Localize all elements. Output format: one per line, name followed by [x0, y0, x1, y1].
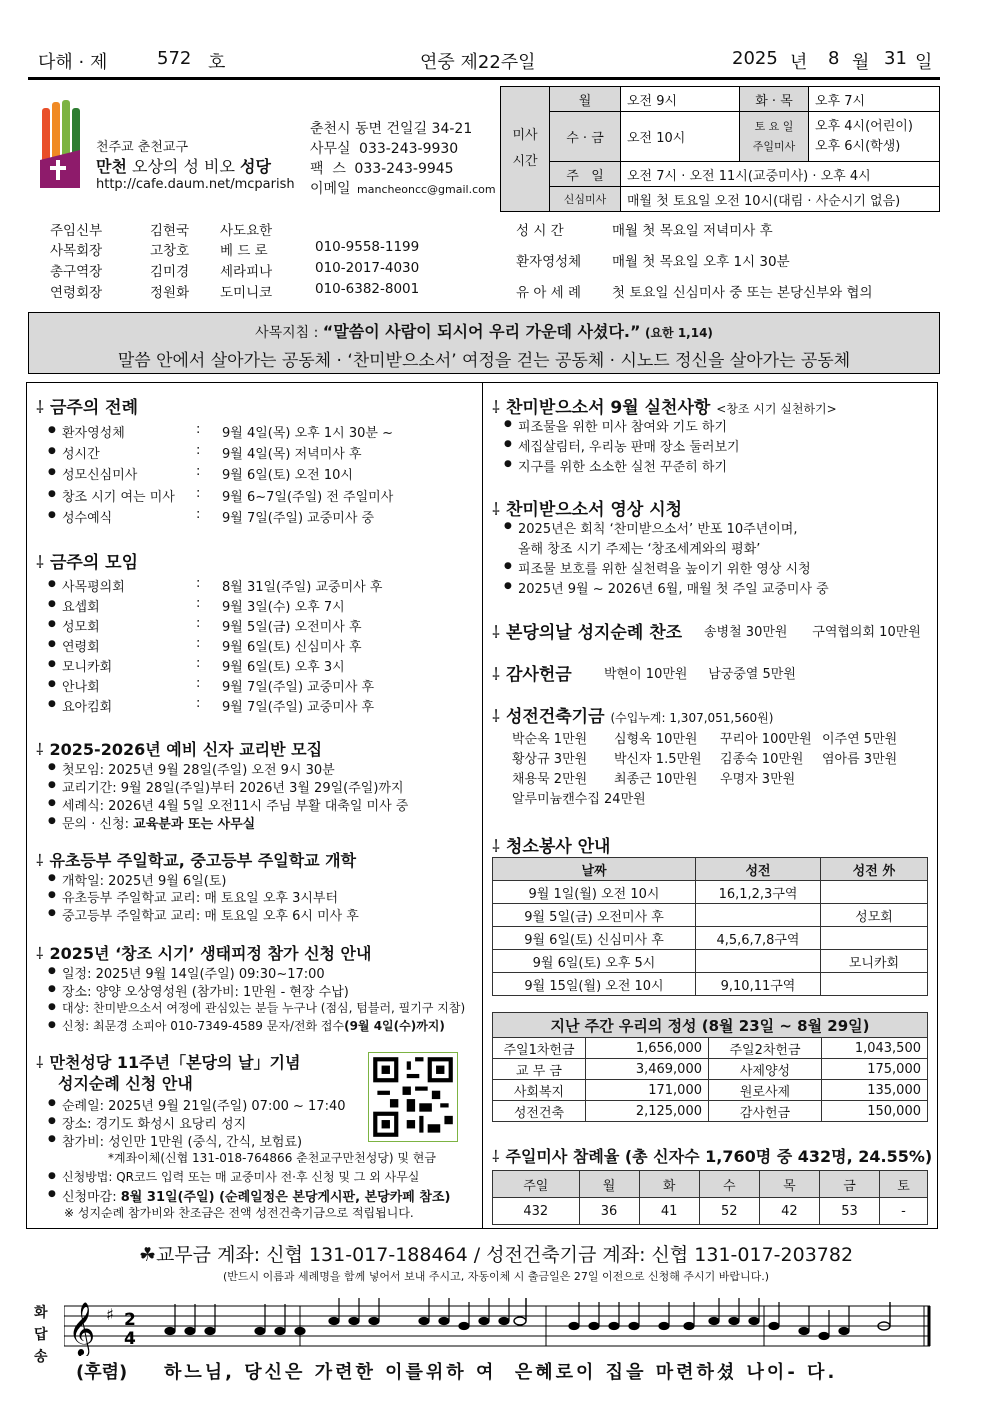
liturgy-colon-2: : — [196, 464, 201, 479]
building-donor: 최종근 10만원 — [614, 772, 698, 787]
svg-text:𝄞: 𝄞 — [68, 1301, 96, 1355]
attendance-head: 화 — [639, 1171, 699, 1198]
staff-name-0: 김현국 — [150, 223, 190, 239]
building-donor: 우명자 3만원 — [720, 772, 796, 787]
parish-name-a: 만천 — [96, 157, 127, 176]
pilgrim-account: *계좌이체(신협 131-018-764866 춘천교구만천성당) 및 현금 — [108, 1151, 436, 1165]
cross-bullet-icon: ⸸ — [36, 944, 44, 963]
offering-amount: 2,125,000 — [586, 1101, 709, 1122]
liturgy-heading — [36, 393, 138, 418]
sacrament-value-0: 매월 첫 목요일 저녁미사 후 — [612, 223, 773, 239]
staff-name-2: 김미경 — [150, 264, 190, 280]
cross-bullet-icon: ⸸ — [36, 851, 44, 870]
table-row — [493, 927, 928, 950]
column-divider — [482, 382, 483, 1229]
pilgrim-support-donors: 송병철 30만원 구역협의회 10만원 — [704, 625, 921, 640]
cross-bullet-icon: ⸸ — [492, 623, 500, 643]
pilgrim-apply: ● 신청방법: QR코드 입력 또는 매 교중미사 전·후 신청 및 그 외 사무실 — [62, 1168, 419, 1185]
staff-phone-1: 010-9558-1199 — [315, 239, 420, 255]
thanks-donors: 박현이 10만원 남궁중열 5만원 — [604, 667, 796, 682]
issue-suffix: 호 — [208, 52, 226, 73]
cleaning-cell: 성모회 — [821, 904, 928, 927]
liturgy-name-1: ● 성시간 — [62, 443, 100, 462]
meeting-name-4: ● 모니카회 — [62, 656, 112, 675]
meeting-name-5: ● 안나회 — [62, 676, 100, 695]
staff-phone-3: 010-6382-8001 — [315, 281, 420, 297]
psalm-refrain: (후렴) — [76, 1362, 128, 1383]
liturgy-colon-1: : — [196, 443, 201, 458]
offering-label: 성전건축 — [493, 1101, 586, 1122]
staff-role-3: 연령회장 — [50, 285, 103, 301]
laudato-title: 찬미받으소서 9월 실천사항 — [505, 398, 711, 418]
psalm-label-1: 화 — [34, 1305, 48, 1321]
video-item-1: ● 피조물 보호를 위한 실천력을 높이기 위한 영상 시청 — [518, 558, 811, 577]
thanks-heading — [492, 660, 572, 685]
staff-phone-2: 010-2017-4030 — [315, 260, 420, 276]
offering-label: 감사헌금 — [709, 1101, 822, 1122]
attendance-table — [492, 1170, 928, 1225]
cross-bullet-icon: ⸸ — [492, 837, 500, 857]
pilgrim-deadline-label: 신청마감: — [62, 1190, 117, 1205]
mass-r1-time2: 오후 7시 — [809, 87, 940, 112]
banner-motto: 말씀 안에서 살아가는 공동체 · ‘찬미받으소서’ 여정을 걷는 공동체 · 시노드 정신을 살아가는 공동체 — [117, 351, 851, 371]
email-address[interactable]: mancheoncc@gmail.com — [357, 183, 496, 196]
pilgrim-support-title: 본당의날 성지순례 찬조 — [505, 623, 683, 643]
psalm-staff — [64, 1296, 934, 1356]
table-row — [493, 1198, 928, 1225]
liturgy-value-4: 9월 7일(주일) 교중미사 중 — [222, 511, 375, 526]
meeting-value-3: 9월 6일(토) 신심미사 후 — [222, 640, 362, 655]
building-donor: 이주연 5만원 — [822, 732, 898, 747]
email-row — [310, 178, 496, 198]
attendance-head: 수 — [699, 1171, 759, 1198]
offering-amount: 150,000 — [822, 1101, 928, 1122]
attendance-heading — [492, 1144, 932, 1167]
catechumen-item-3 — [62, 813, 255, 832]
banner-quote: “말씀이 사람이 되시어 우리 가운데 사셨다.” — [322, 322, 641, 341]
cleaning-cell: 9월 1일(월) 오전 10시 — [493, 881, 696, 904]
cleaning-head-date: 날짜 — [493, 858, 696, 881]
school-item-2: ● 중고등부 주일학교 교리: 매 토요일 오후 6시 미사 후 — [62, 905, 359, 924]
cleaning-head-church: 성전 — [696, 858, 821, 881]
mass-r2-time2a: 오후 4시(어린이) — [815, 118, 913, 134]
attendance-head: 월 — [579, 1171, 639, 1198]
eco-item-3 — [62, 1017, 445, 1034]
mass-r2-time2b: 오후 6시(학생) — [815, 138, 901, 154]
meeting-value-5: 9월 7일(주일) 교중미사 후 — [222, 680, 375, 695]
eco-contact: 신청: 최문경 소피아 010-7349-4589 문자/전화 접수 — [62, 1019, 345, 1033]
cleaning-cell: 16,1,2,3구역 — [696, 881, 821, 904]
cleaning-table — [492, 857, 928, 996]
table-row — [493, 1080, 928, 1101]
meeting-value-2: 9월 5일(금) 오전미사 후 — [222, 620, 362, 635]
mass-r2-time1: 오전 10시 — [621, 112, 740, 162]
offering-table — [492, 1012, 928, 1122]
laudato-heading — [492, 393, 837, 418]
pilgrim-title-1: 만천성당 11주년「본당의 날」기념 — [49, 1053, 301, 1072]
cross-bullet-icon: ⸸ — [36, 740, 44, 759]
cross-bullet-icon: ⸸ — [36, 1053, 44, 1072]
svg-text:2: 2 — [124, 1310, 136, 1330]
staff-baptismal-0: 사도요한 — [220, 223, 273, 239]
meeting-name-3: ● 연령회 — [62, 636, 100, 655]
laudato-subtitle: <창조 시기 실천하기> — [716, 402, 837, 416]
table-row — [493, 1059, 928, 1080]
cross-bullet-icon: ⸸ — [492, 1147, 500, 1166]
mass-r4-day: 신심미사 — [550, 187, 621, 212]
cleaning-cell: 9월 15일(월) 오전 10시 — [493, 973, 696, 996]
eco-title: 2025년 ‘창조 시기’ 생태피정 참가 신청 안내 — [49, 944, 372, 963]
offering-amount: 3,469,000 — [586, 1059, 709, 1080]
offering-amount: 1,043,500 — [822, 1038, 928, 1059]
cleaning-cell — [821, 973, 928, 996]
sacrament-label-0: 성 시 간 — [516, 223, 564, 239]
building-donor: 채용묵 2만원 — [512, 772, 588, 787]
cross-bullet-icon: ⸸ — [36, 553, 44, 573]
pilgrim-item-2: ● 참가비: 성인만 1만원 (중식, 간식, 보험료) — [62, 1131, 302, 1150]
liturgy-value-3: 9월 6~7일(주일) 전 주일미사 — [222, 490, 394, 505]
mass-side-label-1: 미사 — [512, 128, 538, 143]
offering-amount: 135,000 — [822, 1080, 928, 1101]
fax-row — [310, 158, 454, 178]
building-donor: 심형옥 10만원 — [614, 732, 698, 747]
video-item-2: ● 2025년 9월 ~ 2026년 6월, 매월 첫 주일 교중미사 중 — [518, 578, 829, 597]
date-day-unit: 일 — [915, 52, 933, 73]
staff-name-3: 정원화 — [150, 285, 190, 301]
parish-name-c: 성당 — [240, 157, 271, 176]
cleaning-cell: 9월 5일(금) 오전미사 후 — [493, 904, 696, 927]
meeting-name-2: ● 성모회 — [62, 616, 100, 635]
cleaning-cell: 9월 6일(토) 오후 5시 — [493, 950, 696, 973]
meeting-value-0: 8월 31일(주일) 교중미사 후 — [222, 580, 383, 595]
staff-role-0: 주임신부 — [50, 223, 103, 239]
liturgy-name-3: ● 창조 시기 여는 미사 — [62, 486, 175, 505]
table-row — [493, 1038, 928, 1059]
liturgy-value-0: 9월 4일(목) 오후 1시 30분 ~ — [222, 426, 393, 441]
cross-bullet-icon: ⸸ — [36, 398, 44, 418]
liturgy-colon-4: : — [196, 507, 201, 522]
pilgrim-title-2: 성지순례 신청 안내 — [58, 1074, 193, 1093]
cleaning-cell — [821, 881, 928, 904]
mass-r1-day1: 월 — [550, 87, 621, 112]
catechumen-item-0: ● 첫모임: 2025년 9월 28일(주일) 오전 9시 30분 — [62, 759, 335, 778]
date-month: 8 — [828, 48, 840, 69]
qr-code-icon[interactable] — [368, 1052, 458, 1142]
pilgrim-note: ※ 성지순례 참가비와 찬조금은 전액 성전건축기금으로 적립됩니다. — [64, 1206, 414, 1220]
meeting-name-1: ● 요셉회 — [62, 596, 100, 615]
mass-r4-time: 매월 첫 토요일 오전 10시(대림 · 사순시기 없음) — [621, 187, 940, 212]
mass-r2-day2b: 주일미사 — [752, 139, 796, 153]
school-title: 유초등부 주일학교, 중고등부 주일학교 개학 — [49, 851, 357, 870]
liturgy-colon-3: : — [196, 486, 201, 501]
cross-bullet-icon: ⸸ — [492, 707, 500, 727]
issue-prefix: 다해 · 제 — [38, 52, 108, 73]
mass-times-table — [500, 86, 940, 212]
building-donor: 김종숙 10만원 — [720, 752, 804, 767]
attendance-head: 주일 — [493, 1171, 580, 1198]
parish-address: 춘천시 동면 건일길 34-21 — [310, 121, 473, 137]
liturgy-name-0: ● 환자영성체 — [62, 422, 125, 441]
meeting-name-0: ● 사목평의회 — [62, 576, 125, 595]
thanks-title: 감사헌금 — [505, 665, 572, 685]
building-donor: 염아름 3만원 — [822, 752, 898, 767]
attendance-value: - — [880, 1198, 928, 1225]
video-item-0a: ● 2025년은 회칙 ‘찬미받으소서’ 반포 10주년이며, — [518, 518, 797, 537]
offering-label: 주일1차헌금 — [493, 1038, 586, 1059]
diocese-name: 천주교 춘천교구 — [96, 140, 189, 155]
catechumen-item-2: ● 세례식: 2026년 4월 5일 오전11시 주님 부활 대축일 미사 중 — [62, 795, 408, 814]
eco-heading — [36, 941, 371, 964]
parish-cafe-link[interactable]: http://cafe.daum.net/mcparish — [96, 177, 295, 192]
attendance-title: 주일미사 참례율 (총 신자수 1,760명 중 432명, 24.55%) — [505, 1147, 933, 1166]
cleaning-cell — [821, 927, 928, 950]
mass-r3-time: 오전 7시 · 오전 11시(교중미사) · 오후 4시 — [621, 162, 940, 187]
building-total: (수입누계: 1,307,051,560원) — [610, 711, 774, 725]
meeting-colon-3: : — [196, 636, 201, 651]
liturgy-name-2: ● 성모신심미사 — [62, 464, 137, 483]
mass-side-label-2: 시간 — [512, 154, 538, 169]
eco-item-2: ● 대상: 찬미받으소서 여정에 관심있는 분들 누구나 (점심, 텀블러, 필기구 지참) — [62, 999, 465, 1016]
staff-name-1: 고창호 — [150, 243, 190, 259]
parish-name-b: 오상의 성 비오 — [132, 157, 235, 176]
sacrament-label-1: 환자영성체 — [516, 254, 582, 270]
liturgy-title: 금주의 전례 — [49, 398, 139, 418]
meetings-heading — [36, 548, 138, 573]
mass-r3-day: 주 일 — [550, 162, 621, 187]
pastoral-banner — [28, 312, 940, 374]
sacrament-value-2: 첫 토요일 신심미사 중 또는 본당신부와 협의 — [612, 285, 873, 301]
pilgrim-heading — [36, 1052, 300, 1094]
staff-role-2: 총구역장 — [50, 264, 103, 280]
cleaning-heading — [492, 832, 610, 857]
offering-amount: 171,000 — [586, 1080, 709, 1101]
offering-label: 원로사제 — [709, 1080, 822, 1101]
eco-deadline: (9월 4일(수)까지) — [344, 1019, 445, 1033]
office-phone-row — [310, 138, 458, 158]
meeting-colon-1: : — [196, 596, 201, 611]
liturgy-value-2: 9월 6일(토) 오전 10시 — [222, 468, 353, 483]
catechumen-contact-label: 문의 · 신청: — [62, 817, 130, 832]
staff-baptismal-2: 세라피나 — [220, 264, 273, 280]
building-donor: 황상규 3만원 — [512, 752, 588, 767]
cross-bullet-icon: ⸸ — [492, 665, 500, 685]
offering-amount: 1,656,000 — [586, 1038, 709, 1059]
liturgy-name-4: ● 성수예식 — [62, 507, 112, 526]
mass-r1-day2: 화 · 목 — [740, 87, 809, 112]
pilgrim-support-heading — [492, 618, 682, 643]
cross-bullet-icon: ⸸ — [492, 398, 500, 418]
building-donor: 알루미늄캔수집 24만원 — [512, 792, 646, 807]
meeting-colon-5: : — [196, 676, 201, 691]
cleaning-cell: 9월 6일(토) 신심미사 후 — [493, 927, 696, 950]
building-donor: 꾸리아 100만원 — [720, 732, 812, 747]
bank-note: (반드시 이름과 세례명을 함께 넣어서 보내 주시고, 자동이체 시 출금일은 27일 이전으로 신청해 주시기 바랍니다.) — [222, 1270, 770, 1283]
banner-label: 사목지침 : — [255, 325, 319, 341]
catechumen-title: 2025-2026년 예비 신자 교리반 모집 — [49, 740, 323, 759]
bank-accounts: ☘교무금 계좌: 신협 131-017-188464 / 성전건축기금 계좌: 신협 131-017-203782 — [138, 1244, 854, 1266]
meeting-colon-2: : — [196, 616, 201, 631]
table-row — [493, 950, 928, 973]
offering-label: 사제양성 — [709, 1059, 822, 1080]
attendance-head: 금 — [819, 1171, 879, 1198]
parish-name — [96, 154, 271, 177]
cleaning-head-outside: 성전 外 — [821, 858, 928, 881]
attendance-value: 41 — [639, 1198, 699, 1225]
psalm-label-3: 송 — [34, 1349, 48, 1365]
school-item-1: ● 유초등부 주일학교 교리: 매 토요일 오후 3시부터 — [62, 887, 338, 906]
header-rule — [28, 77, 940, 80]
laudato-item-0: ● 피조물을 위한 미사 참여와 기도 하기 — [518, 416, 727, 435]
video-item-0b: 올해 창조 시기 주제는 ‘창조세계와의 평화’ — [518, 542, 761, 557]
staff-baptismal-3: 도미니코 — [220, 285, 273, 301]
table-row — [493, 973, 928, 996]
banner-quote-row — [29, 319, 939, 342]
psalm-label — [34, 1302, 48, 1368]
school-item-0: ● 개학일: 2025년 9월 6일(토) — [62, 870, 226, 889]
offering-title: 지난 주간 우리의 정성 (8월 23일 ~ 8월 29일) — [493, 1013, 928, 1038]
banner-ref: (요한 1,14) — [644, 326, 713, 340]
meetings-title: 금주의 모임 — [49, 553, 139, 573]
eco-item-1: ● 장소: 양양 오상영성원 (참가비: 1만원 - 현장 수납) — [62, 981, 349, 1000]
sacrament-label-2: 유 아 세 례 — [516, 285, 582, 301]
mass-times-side — [501, 87, 550, 212]
date-day: 31 — [884, 48, 907, 69]
school-heading — [36, 848, 356, 871]
office-phone: 033-243-9930 — [359, 141, 459, 157]
pilgrim-deadline — [62, 1186, 450, 1205]
video-heading — [492, 495, 682, 520]
offering-label: 사회복지 — [493, 1080, 586, 1101]
svg-text:♯: ♯ — [106, 1305, 114, 1324]
parish-logo-icon — [38, 100, 82, 192]
mass-r1-time1: 오전 9시 — [621, 87, 740, 112]
attendance-value: 52 — [699, 1198, 759, 1225]
table-row — [493, 881, 928, 904]
offering-amount: 175,000 — [822, 1059, 928, 1080]
cross-bullet-icon: ⸸ — [492, 500, 500, 520]
cleaning-title: 청소봉사 안내 — [505, 837, 611, 857]
attendance-value: 36 — [579, 1198, 639, 1225]
meeting-value-6: 9월 7일(주일) 교중미사 후 — [222, 700, 375, 715]
building-donor: 박신자 1.5만원 — [614, 752, 702, 767]
meeting-colon-0: : — [196, 576, 201, 591]
mass-r2-time2 — [809, 112, 940, 162]
attendance-value: 42 — [759, 1198, 819, 1225]
mass-r2-day2 — [740, 112, 809, 162]
pilgrim-item-0: ● 순례일: 2025년 9월 21일(주일) 07:00 ~ 17:40 — [62, 1095, 346, 1114]
offering-label: 교 무 금 — [493, 1059, 586, 1080]
meeting-name-6: ● 요아킴회 — [62, 696, 112, 715]
meeting-colon-4: : — [196, 656, 201, 671]
fax-number: 033-243-9945 — [354, 161, 454, 177]
catechumen-contact-value: 교육분과 또는 사무실 — [133, 817, 256, 832]
meeting-value-1: 9월 3일(수) 오후 7시 — [222, 600, 345, 615]
psalm-label-2: 답 — [34, 1327, 48, 1343]
svg-text:4: 4 — [124, 1329, 136, 1349]
offering-label: 주일2차헌금 — [709, 1038, 822, 1059]
building-title: 성전건축기금 — [505, 707, 605, 727]
cleaning-cell: 9,10,11구역 — [696, 973, 821, 996]
mass-r2-day2a: 토 요 일 — [754, 119, 794, 133]
catechumen-heading — [36, 737, 322, 760]
cleaning-cell: 모니카회 — [821, 950, 928, 973]
liturgical-sunday: 연중 제22주일 — [420, 52, 536, 73]
attendance-head: 토 — [880, 1171, 928, 1198]
catechumen-item-1: ● 교리기간: 9월 28일(주일)부터 2026년 3월 29일(주일)까지 — [62, 777, 404, 796]
cleaning-cell: 4,5,6,7,8구역 — [696, 927, 821, 950]
liturgy-colon-0: : — [196, 422, 201, 437]
attendance-value: 53 — [819, 1198, 879, 1225]
building-donor: 박순옥 1만원 — [512, 732, 588, 747]
staff-role-1: 사목회장 — [50, 243, 103, 259]
video-title: 찬미받으소서 영상 시청 — [505, 500, 683, 520]
date-year: 2025 — [732, 48, 778, 69]
email-label: 이메일 — [310, 181, 351, 197]
sacrament-value-1: 매월 첫 목요일 오후 1시 30분 — [612, 254, 790, 270]
staff-baptismal-1: 베 드 로 — [220, 243, 268, 259]
cleaning-cell — [696, 904, 821, 927]
pilgrim-item-1: ● 장소: 경기도 화성시 요당리 성지 — [62, 1113, 246, 1132]
mass-r2-day1: 수 · 금 — [550, 112, 621, 162]
meeting-value-4: 9월 6일(토) 오후 3시 — [222, 660, 345, 675]
pilgrim-deadline-value: 8월 31일(주일) (순례일정은 본당게시판, 본당카페 참조) — [120, 1190, 451, 1205]
office-label: 사무실 — [310, 141, 351, 157]
table-row — [493, 904, 928, 927]
building-heading — [492, 702, 773, 727]
laudato-item-1: ● 세집살림터, 우리농 판매 장소 둘러보기 — [518, 436, 740, 455]
eco-item-0: ● 일정: 2025년 9월 14일(주일) 09:30~17:00 — [62, 963, 325, 982]
date-month-unit: 월 — [852, 52, 870, 73]
liturgy-value-1: 9월 4일(목) 저녁미사 후 — [222, 447, 362, 462]
issue-number: 572 — [157, 48, 192, 69]
attendance-head: 목 — [759, 1171, 819, 1198]
meeting-colon-6: : — [196, 696, 201, 711]
table-row — [493, 1101, 928, 1122]
psalm-lyrics: 하느님, 당신은 가련한 이를위하 여 은혜로이 집을 마련하셨 나이- 다. — [164, 1362, 838, 1383]
laudato-item-2: ● 지구를 위한 소소한 실천 꾸준히 하기 — [518, 456, 727, 475]
fax-label: 팩 스 — [310, 161, 346, 177]
attendance-value: 432 — [493, 1198, 580, 1225]
cleaning-cell — [696, 950, 821, 973]
date-year-unit: 년 — [790, 52, 808, 73]
